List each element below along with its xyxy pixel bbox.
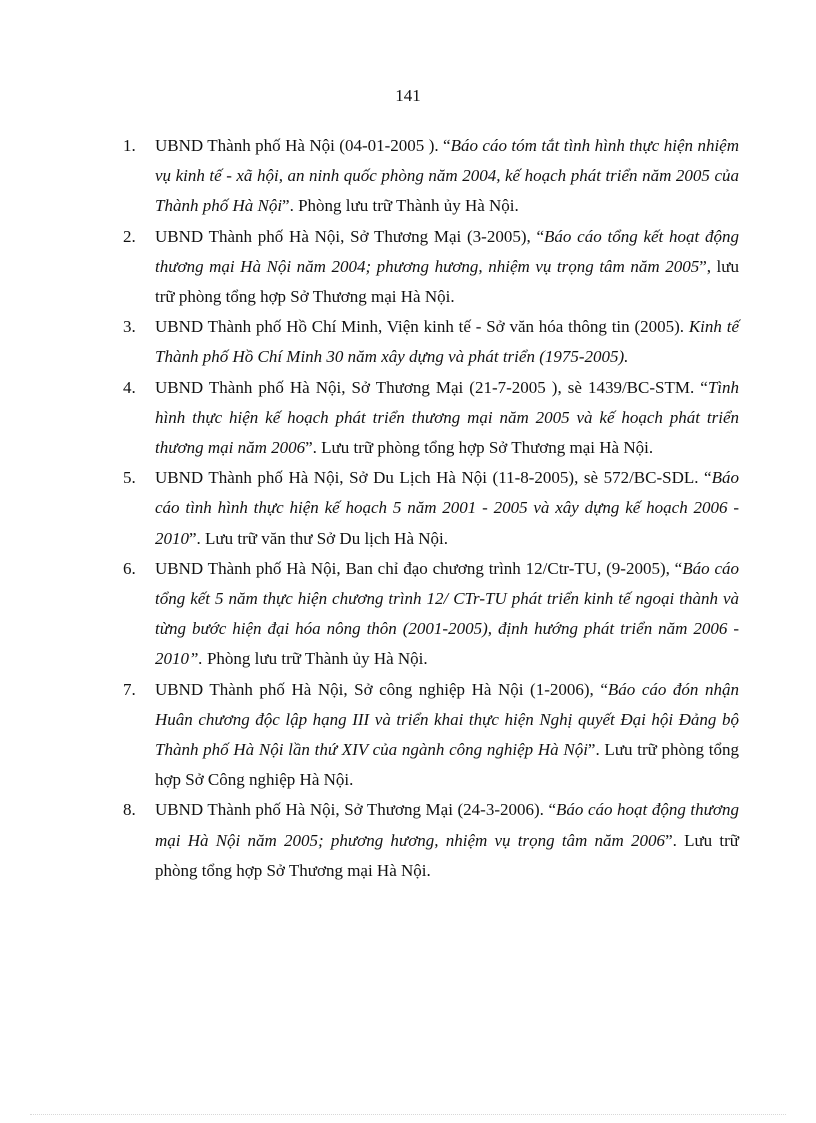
reference-source: UBND Thành phố Hà Nội, Sở Thương Mại (21-7-2005 ), sè 1439/BC-STM. “ [155,377,708,397]
reference-source: UBND Thành phố Hà Nội, Sở Thương Mại (3-2005), “ [155,226,545,246]
reference-source: UBND Thành phố Hồ Chí Minh, Viện kinh tế - Sở văn hóa thông tin (2005). [155,317,689,337]
reference-title: Báo cáo tóm tắt tình hình thực hiện nhiệm vụ kinh tế - xã hội, an ninh quốc phòng năm 2004, kế hoạch phát triển năm 2005 của Thành phố Hà Nội [155,136,739,216]
reference-title: Kinh tế Thành phố Hồ Chí Minh 30 năm xây dựng và phát triển (1975-2005). [155,317,739,367]
reference-item [123,373,739,464]
reference-number: 7. [123,679,136,699]
reference-title: Báo cáo tổng kết 5 năm thực hiện chương trình 12/ CTr-TU phát triển kinh tế ngoại thành và từng bước hiện đại hóa nông thôn (2001-2005), định hướng phát triển năm 2006 - 2010”. [155,558,739,669]
reference-number: 5. [123,468,136,488]
reference-number: 2. [123,226,136,246]
reference-item [123,131,739,222]
reference-source: UBND Thành phố Hà Nội, Sở Du Lịch Hà Nội (11-8-2005), sè 572/BC-SDL. “ [155,468,712,488]
reference-item [123,554,739,675]
reference-number: 1. [123,136,136,155]
reference-source: UBND Thành phố Hà Nội, Sở công nghiệp Hà Nội (1-2006), “ [155,679,608,699]
reference-archive: Phòng lưu trữ Thành ủy Hà Nội. [202,649,428,669]
reference-archive: ”. Phòng lưu trữ Thành ủy Hà Nội. [282,196,519,216]
reference-item [123,222,739,313]
reference-title: Báo cáo đón nhận Huân chương độc lập hạng III và triển khai thực hiện Nghị quyết Đại hội Đảng bộ Thành phố Hà Nội lần thứ XIV của ngành công nghiệp Hà Nội [155,679,739,760]
reference-title: Báo cáo tổng kết hoạt động thương mại Hà Nội năm 2004; phương hương, nhiệm vụ trọng tâm năm 2005 [155,226,739,276]
reference-item [123,795,739,886]
reference-item [123,312,739,372]
reference-archive: ”. Lưu trữ văn thư Sở Du lịch Hà Nội. [189,528,449,548]
reference-title: Báo cáo hoạt động thương mại Hà Nội năm 2005; phương hương, nhiệm vụ trọng tâm năm 2006 [155,800,739,850]
page-number: 141 [395,86,421,105]
reference-archive: ”. Lưu trữ phòng tổng hợp Sở Thương mại Hà Nội. [155,830,739,880]
page-bottom-rule [30,1114,786,1115]
reference-item [123,463,739,554]
reference-archive: ”, lưu trữ phòng tổng hợp Sở Thương mại Hà Nội. [155,256,739,307]
reference-number: 8. [123,800,136,820]
reference-number: 3. [123,317,136,337]
reference-title: Tình hình thực hiện kế hoạch phát triển thương mại năm 2005 và kế hoạch phát triển thương mại năm 2006 [155,377,739,458]
reference-list [123,131,739,886]
reference-title: Báo cáo tình hình thực hiện kế hoạch 5 năm 2001 - 2005 và xây dựng kế hoạch 2006 - 2010 [155,468,739,548]
reference-source: UBND Thành phố Hà Nội, Sở Thương Mại (24-3-2006). “ [155,800,556,820]
reference-number: 6. [123,558,136,578]
reference-source: UBND Thành phố Hà Nội, Ban chỉ đạo chương trình 12/Ctr-TU, (9-2005), “ [155,558,683,578]
reference-archive: ”. Lưu trữ phòng tổng hợp Sở Thương mại Hà Nội. [305,438,654,458]
reference-source: UBND Thành phố Hà Nội (04-01-2005 ). “ [155,136,451,155]
reference-archive: ”. Lưu trữ phòng tổng hợp Sở Công nghiệp Hà Nội. [155,740,739,790]
reference-number: 4. [123,377,136,397]
reference-item [123,675,739,796]
